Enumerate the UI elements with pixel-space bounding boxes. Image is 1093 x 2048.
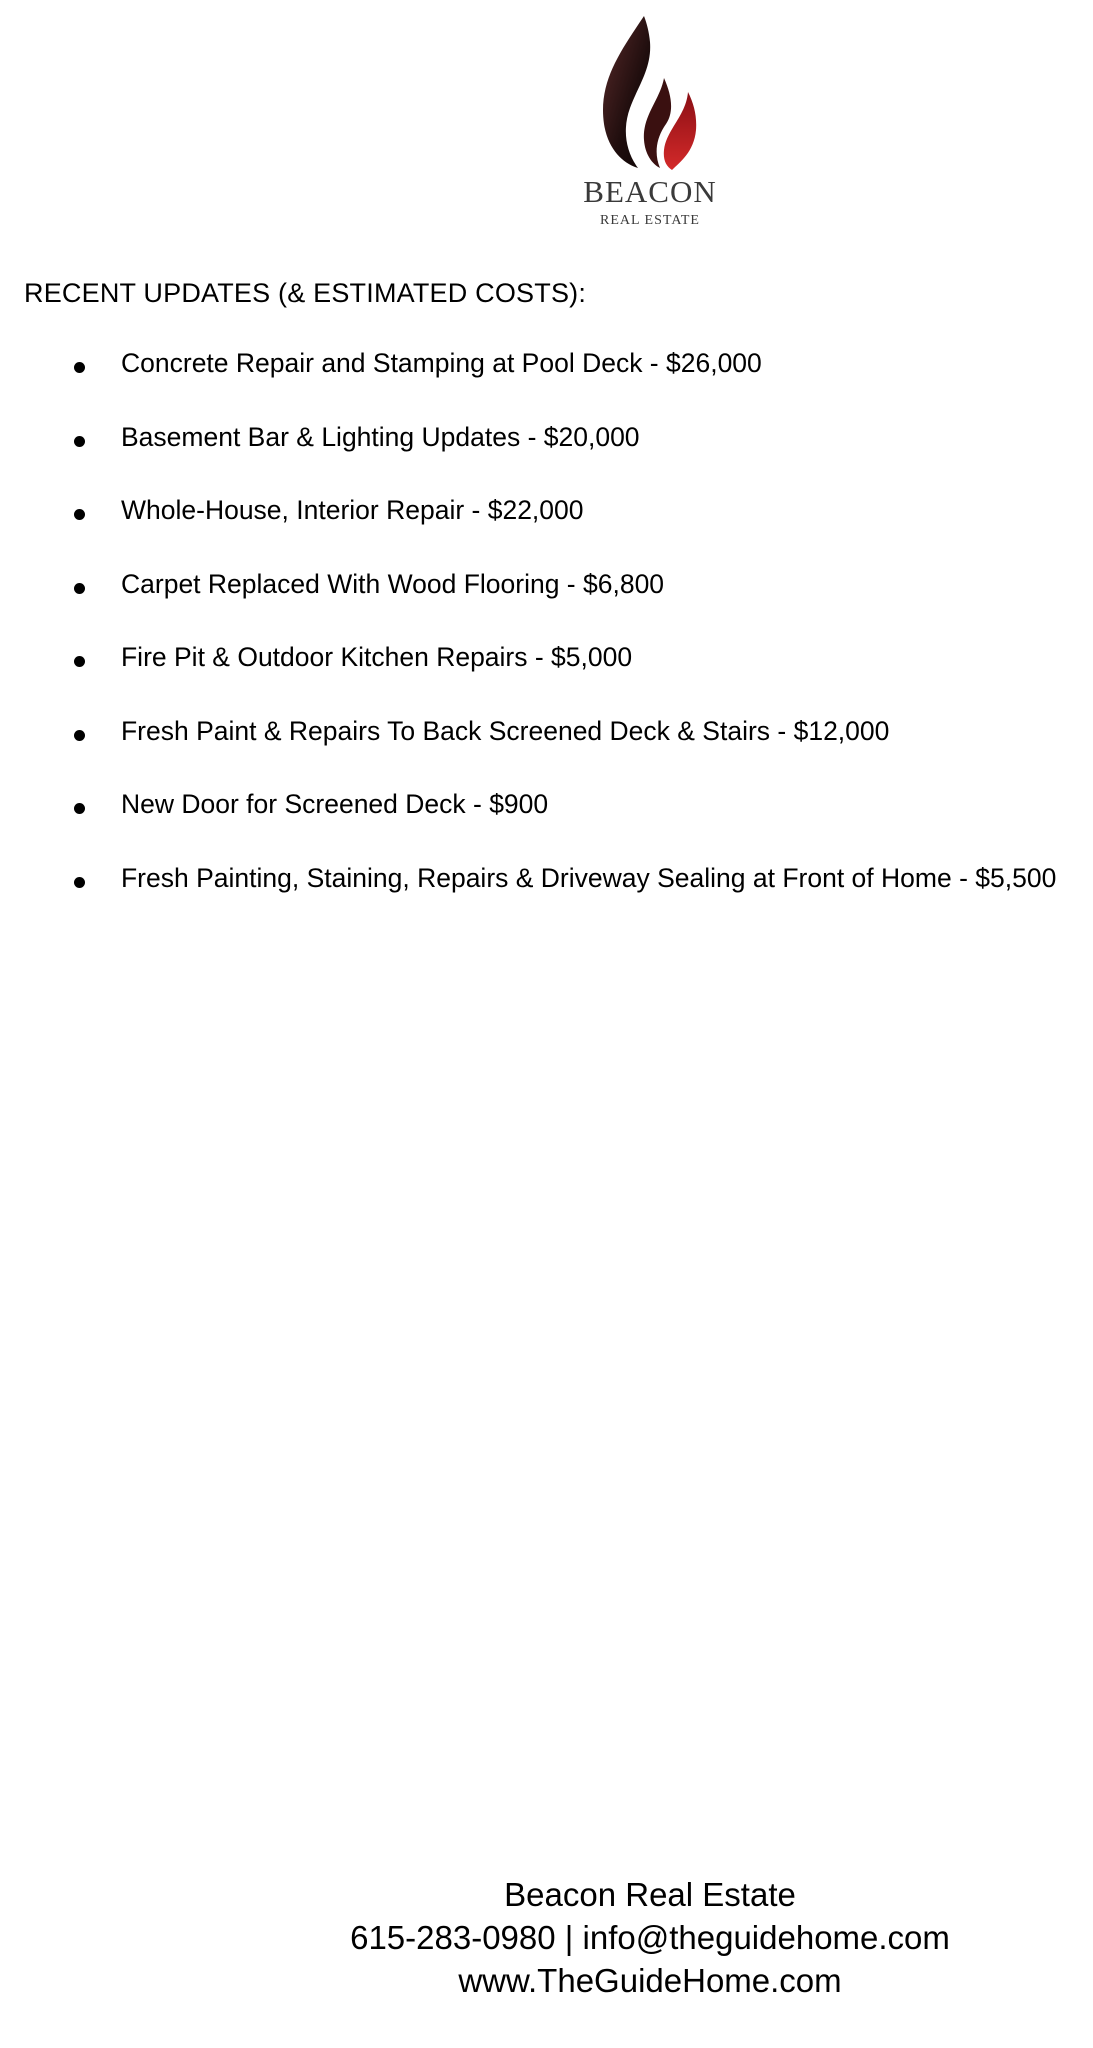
update-text: Concrete Repair and Stamping at Pool Deck - $26,000 — [121, 348, 762, 378]
flame-icon — [560, 12, 740, 232]
update-text: Whole-House, Interior Repair - $22,000 — [121, 495, 584, 525]
bullet-icon — [74, 730, 85, 741]
logo-tagline: REAL ESTATE — [600, 213, 700, 228]
bullet-icon — [74, 656, 85, 667]
footer-company-name: Beacon Real Estate — [504, 1876, 796, 1913]
update-text: Fresh Painting, Staining, Repairs & Driveway Sealing at Front of Home - $5,500 — [121, 862, 1057, 893]
logo-wordmark: BEACON — [583, 174, 717, 209]
bullet-icon — [74, 583, 85, 594]
update-text: Carpet Replaced With Wood Flooring - $6,800 — [121, 568, 665, 599]
footer-contact-line: 615-283-0980 | info@theguidehome.com — [350, 1919, 950, 1956]
update-text: New Door for Screened Deck - $900 — [121, 789, 549, 819]
update-text: Fire Pit & Outdoor Kitchen Repairs - $5,000 — [121, 642, 633, 672]
beacon-logo — [560, 12, 740, 232]
update-text: Fresh Paint & Repairs To Back Screened Deck & Stairs - $12,000 — [121, 715, 890, 746]
bullet-icon — [74, 877, 85, 888]
bullet-icon — [74, 803, 85, 814]
bullet-icon — [74, 509, 85, 520]
page-heading: RECENT UPDATES (& ESTIMATED COSTS): — [24, 278, 587, 308]
update-text: Basement Bar & Lighting Updates - $20,000 — [121, 421, 640, 452]
bullet-icon — [74, 436, 85, 447]
footer-website: www.TheGuideHome.com — [458, 1962, 842, 1999]
bullet-icon — [74, 362, 85, 373]
